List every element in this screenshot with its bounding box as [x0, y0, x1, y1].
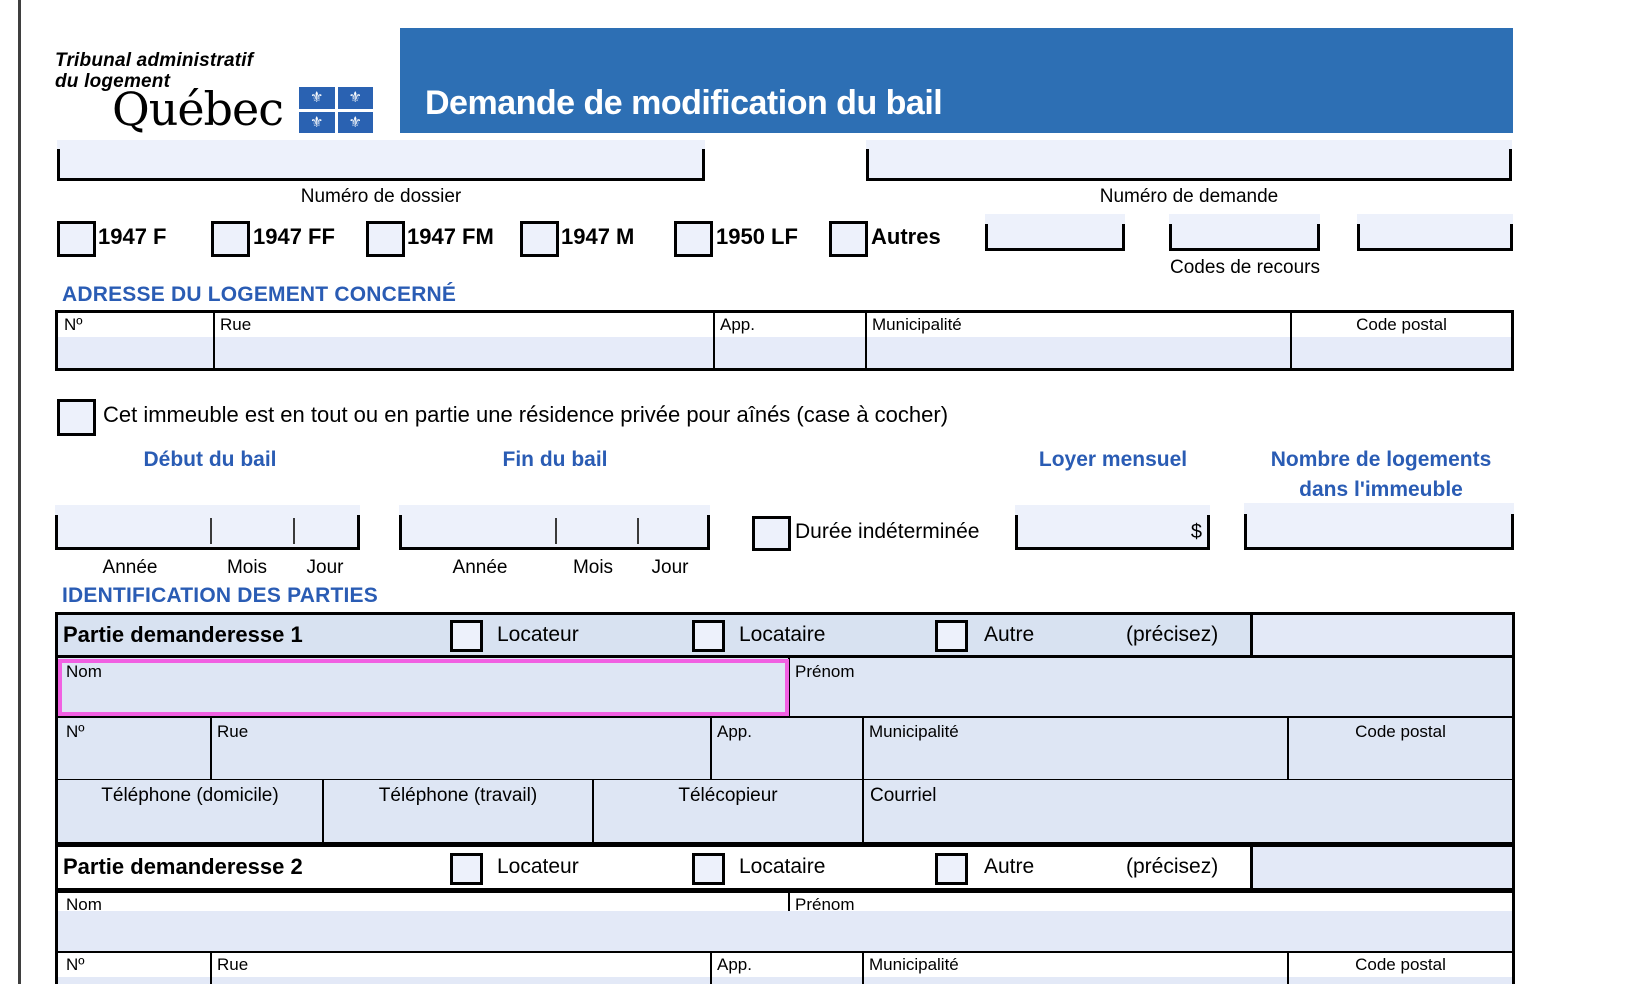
quebec-flag-icon — [299, 87, 373, 133]
address-rue-label: Rue — [220, 315, 252, 334]
fleur-de-lis-icon: ⚜ — [338, 87, 374, 109]
party2-prenom-field[interactable] — [790, 893, 1512, 951]
party1-municipalite-label: Municipalité — [869, 722, 959, 741]
code-recours-field-3[interactable] — [1357, 214, 1513, 251]
lease-start-date-input[interactable] — [61, 507, 354, 546]
party1-precisez-field[interactable] — [1253, 615, 1512, 655]
address-municipalite-label: Municipalité — [872, 315, 962, 334]
address-rue-field[interactable] — [215, 313, 713, 368]
numero-dossier-field[interactable] — [57, 140, 705, 181]
party1-tel-domicile-field[interactable] — [58, 780, 322, 842]
lease-end-date-input[interactable] — [405, 507, 704, 546]
party1-autre-checkbox[interactable] — [935, 620, 968, 652]
code-recours-input-2[interactable] — [1175, 216, 1314, 247]
code-recours-input-3[interactable] — [1363, 216, 1507, 247]
indeterminate-duration-label: Durée indéterminée — [795, 520, 980, 543]
code-recours-field-2[interactable] — [1169, 214, 1320, 251]
form-title: Demande de modification du bail — [425, 84, 943, 122]
form-title-bar — [400, 28, 1513, 133]
checkbox-1950-lf-label: 1950 LF — [716, 224, 798, 249]
lease-start-label: Début du bail — [143, 448, 277, 471]
checkbox-1947-ff-label: 1947 FF — [253, 224, 335, 249]
address-code-postal-label: Code postal — [1356, 315, 1447, 334]
party1-rue-label: Rue — [217, 722, 249, 741]
party1-prenom-label: Prénom — [795, 662, 855, 681]
units-count-field[interactable] — [1244, 503, 1514, 550]
fleur-de-lis-icon: ⚜ — [299, 112, 335, 134]
party1-app-field[interactable] — [712, 718, 862, 779]
checkbox-1947-fm-label: 1947 FM — [407, 224, 494, 249]
address-app-label: App. — [720, 315, 755, 334]
units-count-input[interactable] — [1250, 505, 1508, 546]
party1-locateur-label: Locateur — [497, 623, 579, 646]
party1-phone-row — [58, 780, 1512, 842]
party1-autre-label: Autre — [984, 623, 1035, 646]
address-municipalite-field[interactable] — [867, 313, 1290, 368]
party2-name-row — [58, 893, 1512, 951]
numero-demande-field[interactable] — [866, 140, 1512, 181]
party2-locataire-label: Locataire — [739, 855, 826, 878]
party2-municipalite-label: Municipalité — [869, 955, 959, 974]
party1-rue-field[interactable] — [212, 718, 710, 779]
checkbox-1947-ff[interactable] — [211, 221, 250, 257]
numero-dossier-input[interactable] — [63, 142, 699, 177]
party1-tel-travail-label: Téléphone (travail) — [378, 785, 538, 806]
monthly-rent-label: Loyer mensuel — [1038, 448, 1188, 471]
numero-dossier-label: Numéro de dossier — [300, 186, 462, 207]
address-no-field[interactable] — [58, 313, 213, 368]
quebec-wordmark: Québec — [112, 82, 283, 136]
checkbox-1947-fm[interactable] — [366, 221, 405, 257]
party1-app-label: App. — [717, 722, 752, 741]
logo-org-line1: Tribunal administratif — [55, 50, 254, 71]
checkbox-autres[interactable] — [829, 221, 868, 257]
units-count-label-line1: Nombre de logements — [1270, 448, 1492, 471]
party2-address-row — [58, 953, 1512, 984]
address-no-label: Nº — [64, 315, 83, 334]
parties-section-heading: IDENTIFICATION DES PARTIES — [62, 584, 378, 607]
address-code-postal-field[interactable] — [1292, 313, 1511, 368]
end-jour-label: Jour — [651, 557, 689, 578]
code-recours-field-1[interactable] — [985, 214, 1125, 251]
party1-locateur-checkbox[interactable] — [450, 620, 483, 652]
dollar-sign: $ — [1190, 521, 1202, 543]
start-jour-label: Jour — [306, 557, 344, 578]
party1-municipalite-field[interactable] — [864, 718, 1287, 779]
party1-no-label: Nº — [66, 722, 85, 741]
party1-courriel-label: Courriel — [870, 785, 937, 806]
party2-precisez-label: (précisez) — [1126, 855, 1219, 878]
units-count-label-line2: dans l'immeuble — [1299, 478, 1463, 501]
checkbox-1950-lf[interactable] — [674, 221, 713, 257]
party1-telecopieur-label: Télécopieur — [678, 785, 778, 806]
senior-residence-checkbox[interactable] — [57, 399, 96, 436]
party1-telecopieur-field[interactable] — [594, 780, 862, 842]
codes-de-recours-label: Codes de recours — [1170, 257, 1320, 278]
fleur-de-lis-icon: ⚜ — [299, 87, 335, 109]
numero-demande-input[interactable] — [872, 142, 1506, 177]
party2-nom-label: Nom — [66, 895, 102, 914]
party1-prenom-field[interactable] — [790, 658, 1512, 716]
party2-rue-label: Rue — [217, 955, 249, 974]
party2-locataire-checkbox[interactable] — [692, 853, 725, 885]
party1-tel-domicile-label: Téléphone (domicile) — [101, 785, 279, 806]
party2-locateur-checkbox[interactable] — [450, 853, 483, 885]
party2-rue-field[interactable] — [212, 953, 710, 984]
monthly-rent-field[interactable] — [1015, 505, 1210, 550]
party1-header-row — [58, 615, 1512, 655]
lease-end-date-field[interactable] — [399, 505, 710, 550]
page-edge-line — [18, 0, 21, 984]
indeterminate-duration-checkbox[interactable] — [752, 516, 791, 551]
party1-precisez-label: (précisez) — [1126, 623, 1219, 646]
party1-name-row — [58, 658, 1512, 716]
address-section-heading: ADRESSE DU LOGEMENT CONCERNÉ — [62, 283, 457, 306]
numero-demande-label: Numéro de demande — [1099, 186, 1279, 207]
party2-header-row — [58, 847, 1512, 888]
party1-courriel-field[interactable] — [864, 780, 1512, 842]
party1-no-field[interactable] — [58, 718, 210, 779]
code-recours-input-1[interactable] — [991, 216, 1119, 247]
checkbox-1947-f[interactable] — [57, 221, 96, 257]
party2-locateur-label: Locateur — [497, 855, 579, 878]
checkbox-1947-m-label: 1947 M — [561, 224, 635, 249]
checkbox-autres-label: Autres — [871, 224, 941, 249]
party1-title: Partie demanderesse 1 — [63, 622, 303, 647]
address-app-field[interactable] — [715, 313, 865, 368]
party2-nom-field[interactable] — [58, 893, 788, 951]
party1-code-postal-label: Code postal — [1355, 722, 1446, 741]
senior-residence-label: Cet immeuble est en tout ou en partie une résidence privée pour aînés (case à cocher) — [103, 402, 949, 427]
party1-nom-field[interactable] — [58, 658, 788, 716]
end-annee-label: Année — [452, 557, 508, 578]
lease-start-date-field[interactable] — [55, 505, 360, 550]
checkbox-1947-m[interactable] — [520, 221, 559, 257]
party2-autre-checkbox[interactable] — [935, 853, 968, 885]
party1-locataire-checkbox[interactable] — [692, 620, 725, 652]
party2-no-label: Nº — [66, 955, 85, 974]
monthly-rent-input[interactable] — [1021, 507, 1182, 546]
fleur-de-lis-icon: ⚜ — [338, 112, 374, 134]
address-table — [55, 310, 1514, 371]
party1-code-postal-field[interactable] — [1289, 718, 1512, 779]
lease-end-label: Fin du bail — [502, 448, 608, 471]
party2-code-postal-label: Code postal — [1355, 955, 1446, 974]
party1-nom-label: Nom — [66, 662, 102, 681]
party2-precisez-field[interactable] — [1253, 847, 1512, 888]
end-mois-label: Mois — [572, 557, 614, 578]
party1-tel-travail-field[interactable] — [324, 780, 592, 842]
parties-table — [55, 612, 1515, 984]
party2-municipalite-field[interactable] — [864, 953, 1287, 984]
checkbox-1947-f-label: 1947 F — [98, 224, 167, 249]
party1-address-row — [58, 718, 1512, 779]
party2-code-postal-field[interactable] — [1289, 953, 1512, 984]
logo-org-line2: du logement — [55, 71, 171, 92]
start-annee-label: Année — [102, 557, 158, 578]
party1-locataire-label: Locataire — [739, 623, 826, 646]
party2-autre-label: Autre — [984, 855, 1035, 878]
party2-app-field[interactable] — [712, 953, 862, 984]
party2-app-label: App. — [717, 955, 752, 974]
party2-title: Partie demanderesse 2 — [63, 854, 303, 879]
party2-prenom-label: Prénom — [795, 895, 855, 914]
start-mois-label: Mois — [226, 557, 268, 578]
party2-no-field[interactable] — [58, 953, 210, 984]
